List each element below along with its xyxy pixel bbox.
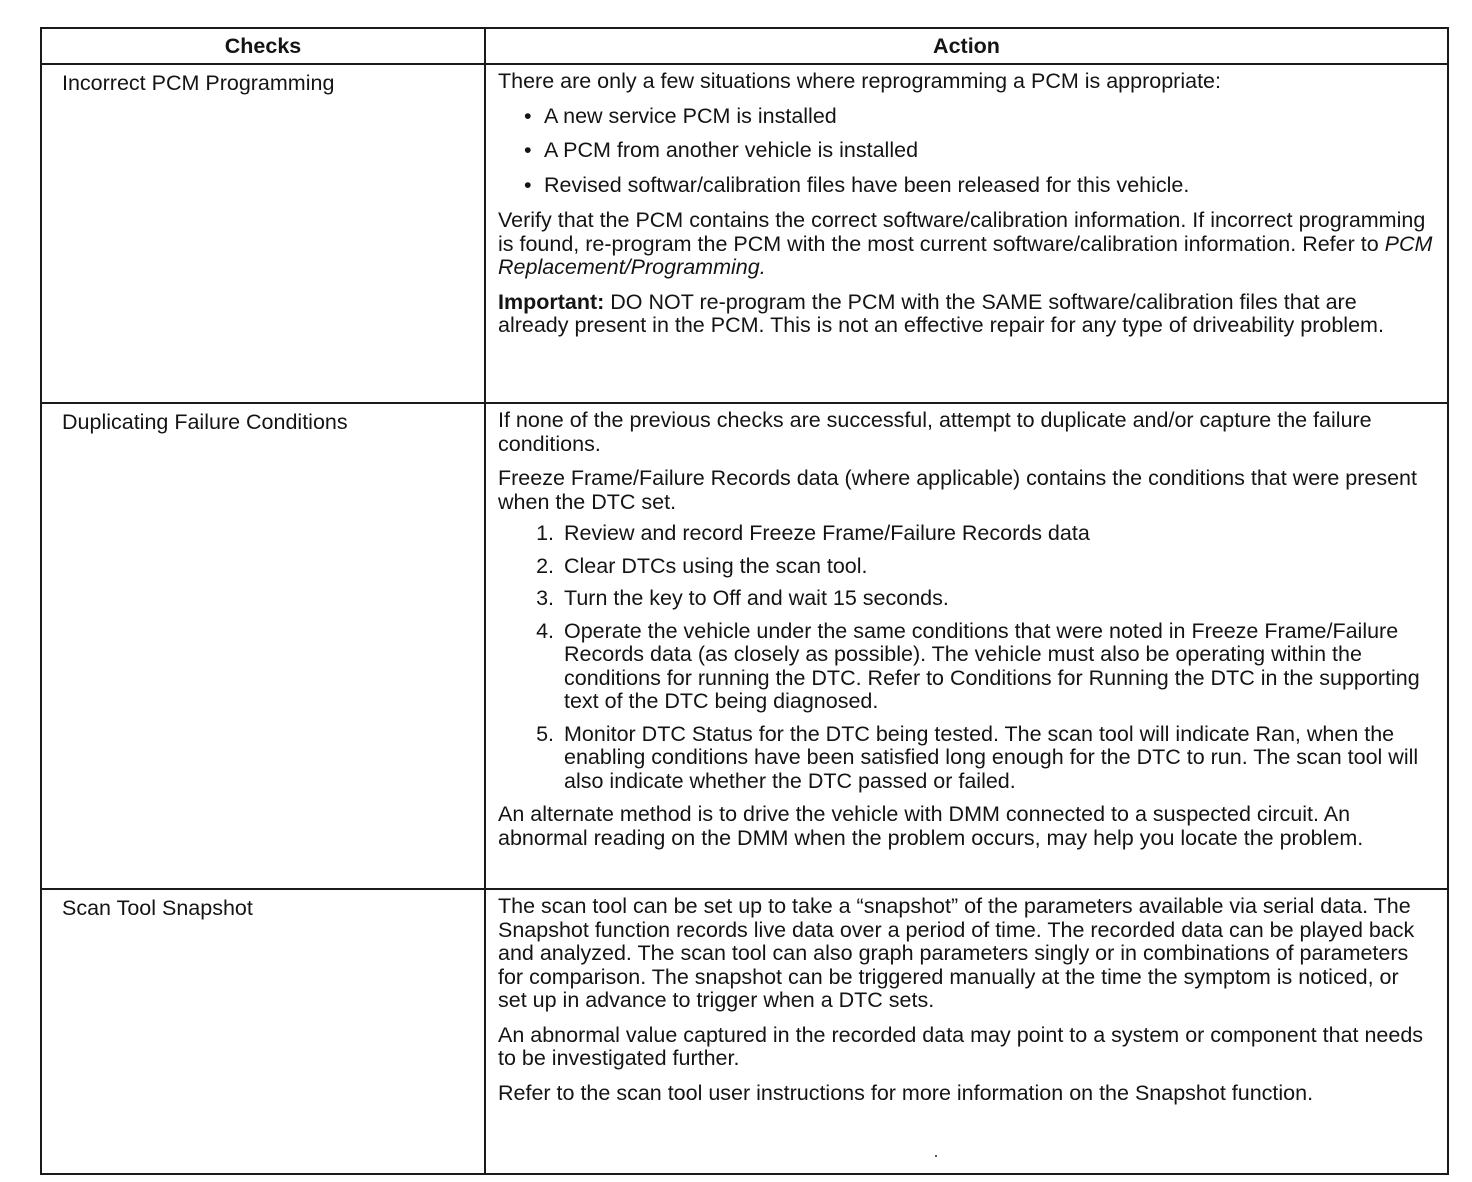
action-cell [485, 889, 1448, 1174]
check-cell [41, 403, 485, 889]
checks-column-header: Checks [41, 28, 485, 64]
list-item [498, 620, 1433, 714]
table-header-row [41, 28, 1448, 64]
list-item [498, 723, 1433, 794]
verify-paragraph [498, 209, 1433, 280]
step-number: 5. [536, 721, 554, 746]
verify-text: Verify that the PCM contains the correct software/calibration information. If incorrect programming is found, re-program the PCM with the most current software/calibration information. Refer to [498, 208, 1426, 256]
step-number: 2. [536, 553, 554, 578]
step-text: Operate the vehicle under the same conditions that were noted in Freeze Frame/Failure Records data (as closely as possible). The vehicle must also be operating within the conditions for running the DTC. Refer to Conditions for Running the DTC in the supporting text of the DTC being diagnosed. [564, 618, 1420, 713]
list-item [498, 555, 1433, 579]
step-number: 4. [536, 618, 554, 643]
action-cell [485, 64, 1448, 403]
step-text: Turn the key to Off and wait 15 seconds. [564, 586, 949, 610]
list-item: • A new service PCM is installed [498, 105, 1433, 129]
action-paragraph: If none of the previous checks are successful, attempt to duplicate and/or capture the failure conditions. [498, 408, 1372, 456]
action-intro: There are only a few situations where reprogramming a PCM is appropriate: [498, 69, 1221, 93]
important-note [498, 291, 1433, 338]
list-item: • A PCM from another vehicle is installed [498, 139, 1433, 163]
step-text: Review and record Freeze Frame/Failure Records data [564, 521, 1090, 545]
bullet-list [498, 105, 1433, 198]
list-item [498, 587, 1433, 611]
action-paragraph: An abnormal value captured in the recorded data may point to a system or component that needs to be investigated further. [498, 1022, 1424, 1070]
check-label: Incorrect PCM Programming [62, 71, 335, 95]
action-paragraph: An alternate method is to drive the vehicle with DMM connected to a suspected circuit. An abnormal reading on the DMM when the problem occurs, may help you locate the problem. [498, 802, 1364, 850]
diagnostic-checks-table [40, 27, 1449, 1175]
cross-reference-link[interactable]: PCM Replacement/Programming. [498, 231, 1433, 279]
scan-speck [935, 1155, 937, 1157]
action-column-header: Action [485, 28, 1448, 64]
important-text: DO NOT re-program the PCM with the SAME software/calibration files that are already present in the PCM. This is not an effective repair for any type of driveability problem. [498, 289, 1384, 337]
numbered-steps [498, 522, 1433, 793]
table-row [41, 64, 1448, 403]
action-paragraph: Freeze Frame/Failure Records data (where applicable) contains the conditions that were present when the DTC set. [498, 466, 1417, 514]
action-paragraph: The scan tool can be set up to take a “snapshot” of the parameters available via serial data. The Snapshot function records live data over a period of time. The recorded data can be played back and analyzed. The scan tool can also graph parameters singly or in combinations of parameters for comparison. The snapshot can be triggered manually at the time the symptom is noticed, or set up in advance to trigger when a DTC sets. [498, 894, 1415, 1012]
check-cell [41, 64, 485, 403]
list-item [498, 522, 1433, 546]
list-item: • Revised softwar/calibration files have been released for this vehicle. [498, 174, 1433, 198]
step-text: Monitor DTC Status for the DTC being tested. The scan tool will indicate Ran, when the enabling conditions have been satisfied long enough for the DTC to run. The scan tool will also indicate whether the DTC passed or failed. [564, 721, 1419, 793]
table-row [41, 889, 1448, 1174]
step-text: Clear DTCs using the scan tool. [564, 553, 868, 578]
check-cell [41, 889, 485, 1174]
check-label: Scan Tool Snapshot [62, 896, 253, 920]
step-number: 1. [536, 521, 554, 545]
check-label: Duplicating Failure Conditions [62, 410, 348, 434]
action-paragraph: Refer to the scan tool user instructions for more information on the Snapshot function. [498, 1080, 1314, 1105]
action-cell [485, 403, 1448, 889]
table-row [41, 403, 1448, 889]
important-label: Important: [498, 289, 605, 314]
step-number: 3. [536, 586, 554, 610]
